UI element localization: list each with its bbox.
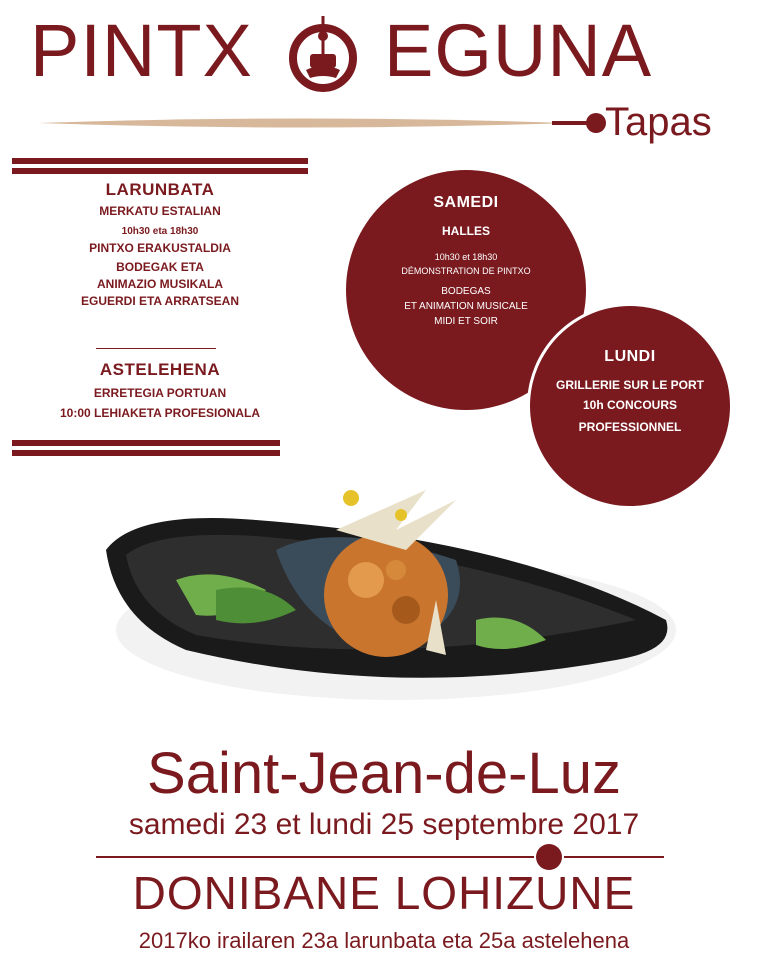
lundi-title: LUNDI [604, 348, 656, 365]
tapas-skewer-icon [552, 110, 608, 136]
samedi-event2-line1: BODEGAS [441, 286, 491, 297]
lundi-line1: GRILLERIE SUR LE PORT [555, 378, 704, 392]
lundi-line3: PROFESSIONNEL [578, 420, 682, 434]
left-divider [96, 348, 216, 349]
day1-time: 10h30 eta 18h30 [121, 226, 199, 237]
day2-event: 10:00 LEHIAKETA PROFESIONALA [59, 406, 261, 420]
title-eguna: EGUNA [384, 9, 653, 92]
city-eu: DONIBANE LOHIZUNE [132, 867, 636, 919]
day1-event2-line2: ANIMAZIO MUSIKALA [97, 277, 223, 291]
pintxo-skewer-icon [286, 14, 360, 94]
samedi-place: HALLES [442, 224, 490, 238]
samedi-event2-line3: MIDI ET SOIR [434, 316, 498, 327]
day1-place: MERKATU ESTALIAN [99, 204, 221, 218]
basque-program-day2 [12, 360, 308, 420]
stripe-bottom-1 [12, 440, 280, 446]
lundi-line2: 10h CONCOURS [582, 398, 677, 412]
samedi-time: 10h30 et 18h30 [434, 252, 498, 262]
subtitle-tapas: Tapas [605, 100, 712, 144]
day1-event2-line1: BODEGAK ETA [116, 260, 204, 274]
samedi-event1: DÉMONSTRATION DE PINTXO [401, 266, 531, 276]
footer-divider-right [564, 856, 664, 858]
basque-program [12, 180, 308, 308]
stripe-top-2 [12, 168, 308, 174]
title-pintx: PINTX [30, 9, 253, 92]
dates-eu: 2017ko irailaren 23a larunbata eta 25a astelehena [138, 928, 630, 953]
day1-title: LARUNBATA [105, 180, 215, 199]
stripe-top-1 [12, 158, 308, 164]
day1-event1: PINTXO ERAKUSTALDIA [89, 241, 231, 255]
samedi-title: SAMEDI [433, 194, 499, 211]
stripe-bottom-2 [12, 450, 280, 456]
day1-event2-line3: EGUERDI ETA ARRATSEAN [80, 294, 239, 308]
dates-fr: samedi 23 et lundi 25 septembre 2017 [128, 808, 640, 841]
day2-title: ASTELEHENA [99, 360, 221, 379]
samedi-event2-line2: ET ANIMATION MUSICALE [404, 301, 528, 312]
footer-divider-left [96, 856, 534, 858]
city-fr: Saint-Jean-de-Luz [147, 741, 621, 806]
day2-place: ERRETEGIA PORTUAN [93, 386, 227, 400]
pintxo-plate-image [96, 470, 676, 730]
brush-stroke [38, 116, 568, 130]
